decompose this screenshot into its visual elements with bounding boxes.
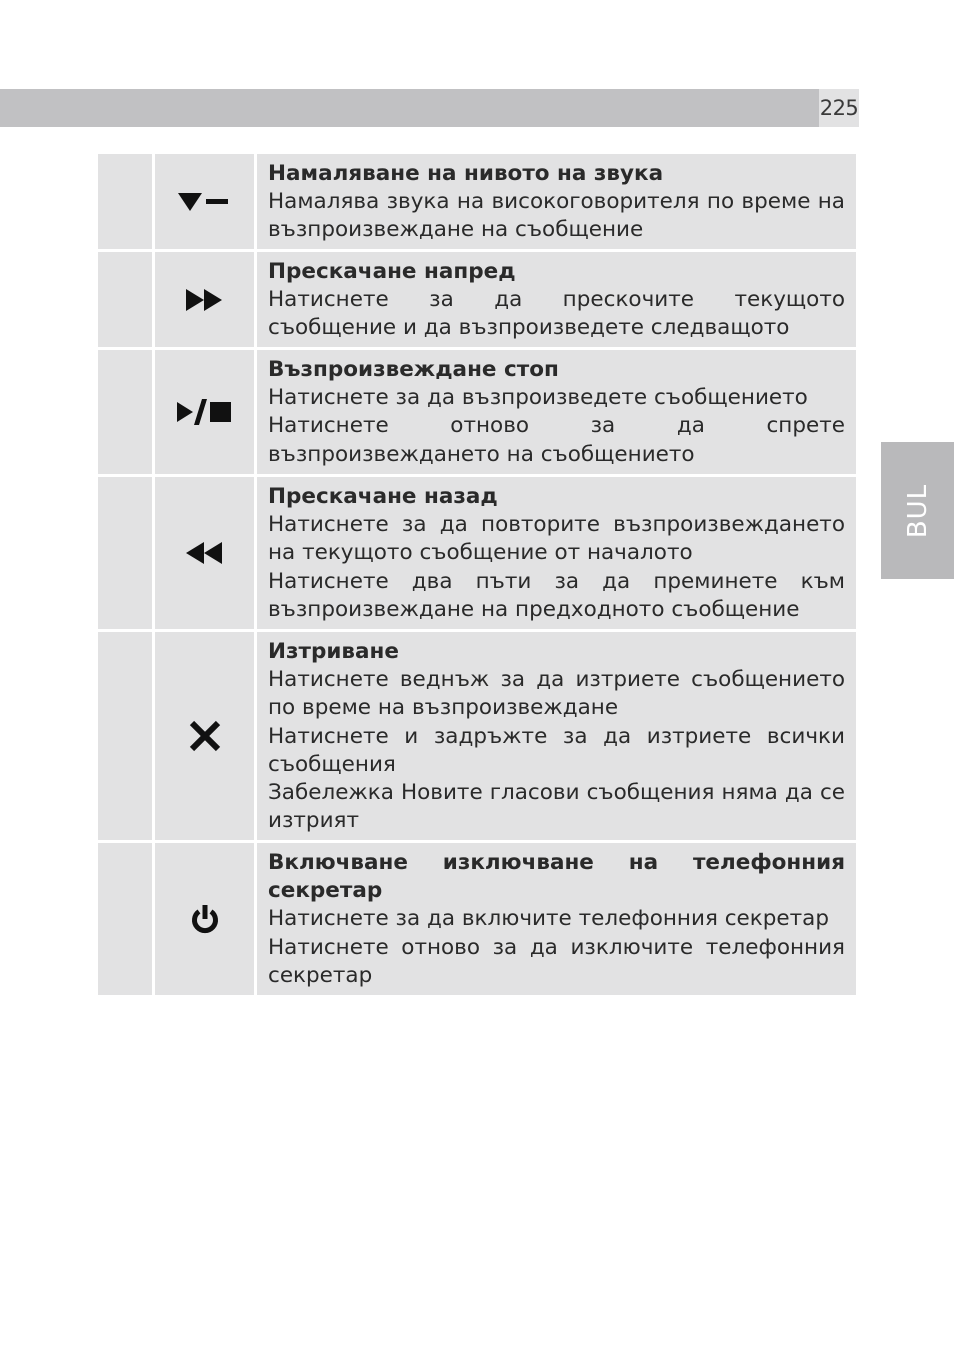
language-tab [881,442,954,579]
rewind-icon [155,477,254,629]
row-text: Натиснете за да включите телефонния секретар [268,906,829,932]
row-title: Намаляване на нивото на звука [268,161,664,186]
language-tab-label: BUL [902,483,933,538]
blank-cell [98,252,152,347]
row-text: Натиснете веднъж за да изтриете съобщението по време на възпроизвеждане [268,667,845,721]
table-row [98,154,856,249]
row-title: Изтриване [268,639,399,664]
delete-x-icon [155,632,254,840]
row-text: Натиснете за да прескочите текущото съобщение и да възпроизведете следващото [268,287,845,341]
play-stop-icon [155,350,254,474]
blank-cell [98,154,152,249]
description-cell [257,632,856,840]
table-row [98,843,856,995]
description-cell [257,154,856,249]
power-icon [155,843,254,995]
table-row [98,350,856,474]
function-table [98,154,856,998]
description-cell [257,477,856,629]
description-cell [257,843,856,995]
row-title: Прескачане назад [268,484,498,509]
row-text: Натиснете за да повторите възпроизвеждането на текущото съобщение от началото [268,512,845,566]
row-text: Натиснете за да възпроизведете съобщението [268,385,808,411]
row-text: Натиснете и задръжте за да изтриете всички съобщения [268,723,845,777]
row-title: Прескачане напред [268,259,516,284]
volume-down-icon [155,154,254,249]
header-bar [0,89,819,127]
row-text: Натиснете два пъти за да преминете към възпроизвеждане на предходното съобщение [268,568,845,622]
blank-cell [98,350,152,474]
table-row [98,632,856,840]
fast-forward-icon [155,252,254,347]
row-title: Включване изключване на телефонния секретар [268,850,845,904]
row-text: Намалява звука на високоговорителя по време на възпроизвеждане на съобщение [268,189,845,243]
table-row [98,252,856,347]
blank-cell [98,477,152,629]
description-cell [257,252,856,347]
blank-cell [98,632,152,840]
row-title: Възпроизвеждане стоп [268,357,559,382]
row-text: Натиснете отново за да спрете възпроизвеждането на съобщението [268,413,845,467]
table-row [98,477,856,629]
description-cell [257,350,856,474]
row-text: Натиснете отново за да изключите телефонния секретар [268,934,845,988]
blank-cell [98,843,152,995]
page-number: 225 [819,89,859,127]
row-text: Забележка Новите гласови съобщения няма да се изтрият [268,780,845,834]
